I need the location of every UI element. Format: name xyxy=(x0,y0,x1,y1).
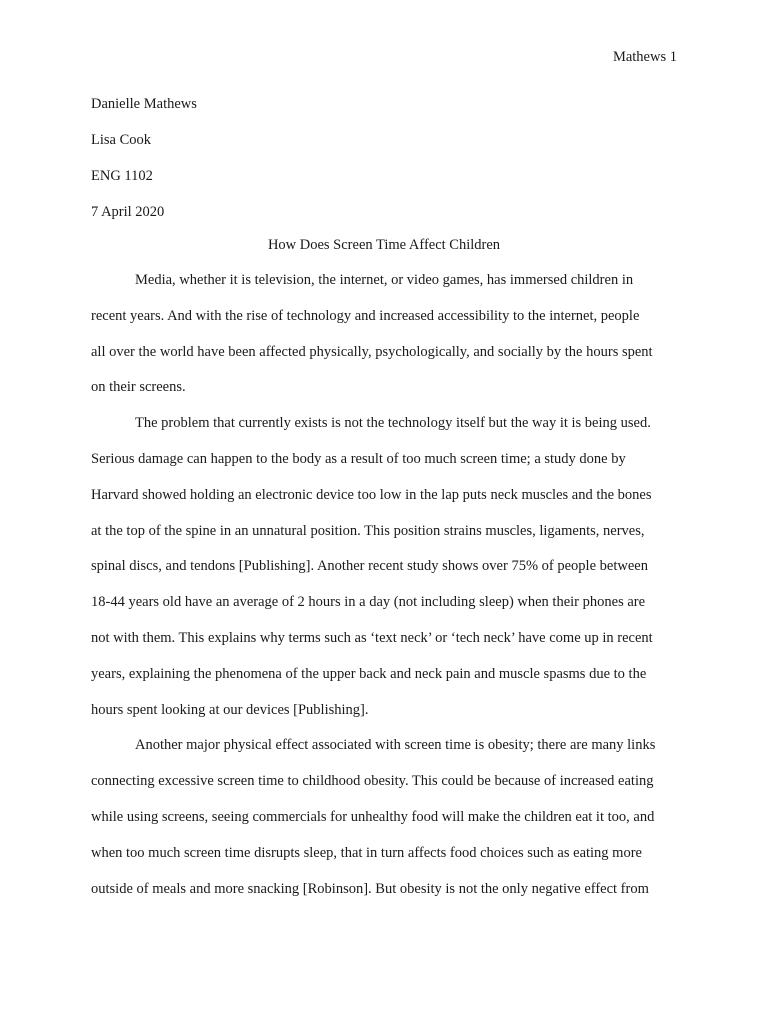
text-line: on their screens. xyxy=(91,379,186,396)
document-title: How Does Screen Time Affect Children xyxy=(267,237,501,253)
text-line: connecting excessive screen time to childhood obesity. This could be because of increased eating xyxy=(91,773,654,790)
instructor-name: Lisa Cook xyxy=(91,132,152,148)
running-head: Mathews 1 xyxy=(612,49,677,65)
document-date: 7 April 2020 xyxy=(91,204,165,220)
text-line: not with them. This explains why terms such as ‘text neck’ or ‘tech neck’ have come up in recent xyxy=(91,629,653,646)
text-line: when too much screen time disrupts sleep, that in turn affects food choices such as eating more xyxy=(91,844,642,861)
text-line: Serious damage can happen to the body as a result of too much screen time; a study done by xyxy=(91,450,626,467)
text-line: Another major physical effect associated with screen time is obesity; there are many links xyxy=(135,737,656,754)
text-line: hours spent looking at our devices [Publishing]. xyxy=(91,701,369,718)
text-line: while using screens, seeing commercials for unhealthy food will make the children eat it too, and xyxy=(91,808,655,825)
text-line: The problem that currently exists is not the technology itself but the way it is being used. xyxy=(135,415,651,432)
course-name: ENG 1102 xyxy=(91,168,153,184)
mla-heading xyxy=(91,94,197,238)
text-line: Harvard showed holding an electronic device too low in the lap puts neck muscles and the bones xyxy=(91,486,652,503)
text-line: at the top of the spine in an unnatural position. This position strains muscles, ligaments, nerves, xyxy=(91,522,645,539)
body-text xyxy=(91,270,681,914)
text-line: Media, whether it is television, the internet, or video games, has immersed children in xyxy=(135,272,634,288)
author-name: Danielle Mathews xyxy=(91,96,197,112)
text-line: all over the world have been affected physically, psychologically, and socially by the hours spent xyxy=(91,343,653,360)
text-line: recent years. And with the rise of technology and increased accessibility to the internet, people xyxy=(91,307,640,324)
text-line: spinal discs, and tendons [Publishing]. Another recent study shows over 75% of people between xyxy=(91,558,648,575)
text-line: 18-44 years old have an average of 2 hours in a day (not including sleep) when their phones are xyxy=(91,594,646,611)
text-line: years, explaining the phenomena of the upper back and neck pain and muscle spasms due to the xyxy=(91,665,647,682)
text-line: outside of meals and more snacking [Robinson]. But obesity is not the only negative effect from xyxy=(91,880,649,897)
